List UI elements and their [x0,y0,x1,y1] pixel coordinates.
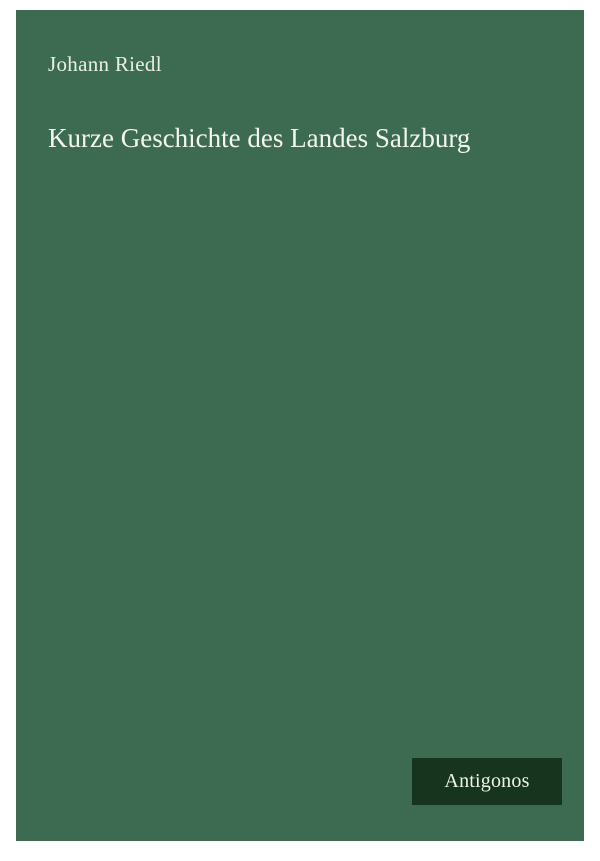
book-title: Kurze Geschichte des Landes Salzburg [48,123,471,153]
author-name: Johann Riedl [48,52,162,76]
publisher-badge [412,758,562,805]
book-cover [16,10,584,841]
publisher-name: Antigonos [444,770,530,792]
